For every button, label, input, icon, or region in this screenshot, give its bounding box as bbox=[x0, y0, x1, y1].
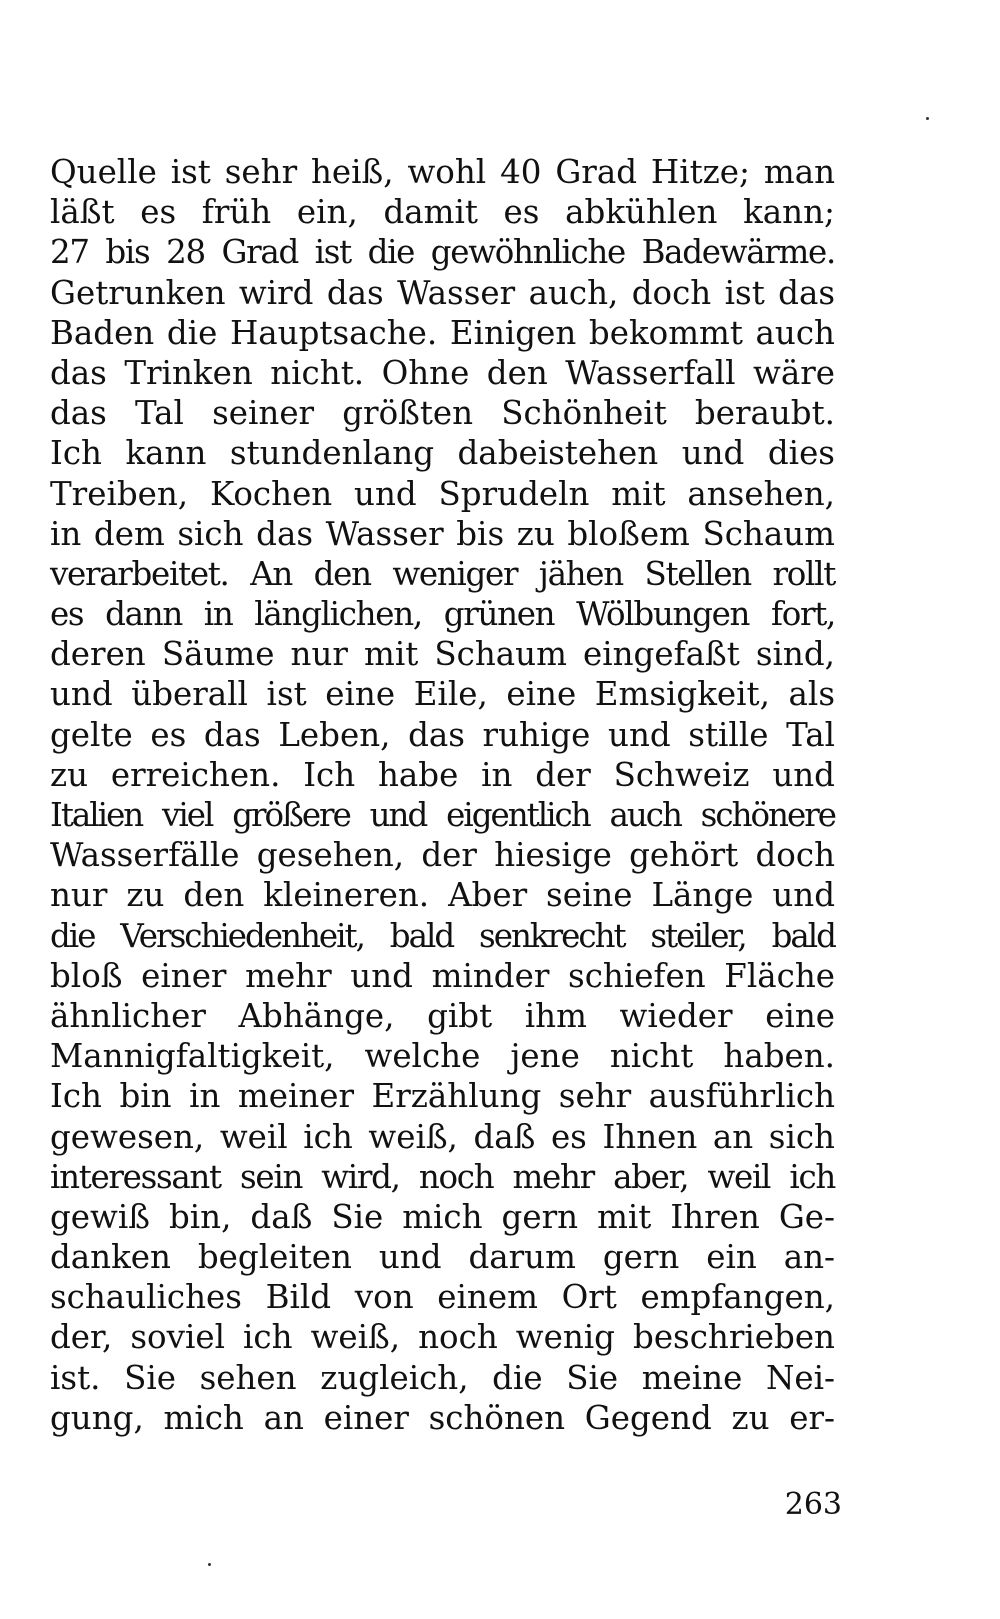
text-line: das Tal seiner größten Schönheit beraubt. bbox=[50, 394, 835, 433]
text-line: und überall ist eine Eile, eine Emsigkeit, als bbox=[50, 675, 835, 714]
text-line: in dem sich das Wasser bis zu bloßem Schaum bbox=[50, 514, 835, 553]
text-line: gewesen, weil ich weiß, daß es Ihnen an sich bbox=[50, 1117, 835, 1156]
text-line: Ich kann stundenlang dabeistehen und dies bbox=[50, 434, 835, 473]
text-line: der, soviel ich weiß, noch wenig beschrieben bbox=[50, 1318, 835, 1357]
text-line: nur zu den kleineren. Aber seine Länge und bbox=[50, 876, 835, 915]
text-line: die Verschiedenheit, bald senkrecht steiler, bald bbox=[50, 916, 835, 955]
text-line: danken begleiten und darum gern ein an- bbox=[50, 1238, 835, 1277]
text-line: Italien viel größere und eigentlich auch schönere bbox=[50, 796, 835, 834]
text-line: zu erreichen. Ich habe in der Schweiz und bbox=[50, 755, 835, 794]
text-line: 27 bis 28 Grad ist die gewöhnliche Badewärme. bbox=[50, 233, 835, 272]
text-line: ist. Sie sehen zugleich, die Sie meine Nei- bbox=[50, 1358, 835, 1397]
text-line: schauliches Bild von einem Ort empfangen, bbox=[50, 1278, 835, 1317]
text-line: gewiß bin, daß Sie mich gern mit Ihren Ge- bbox=[50, 1197, 835, 1236]
text-line: Treiben, Kochen und Sprudeln mit ansehen, bbox=[50, 474, 835, 513]
scan-speck bbox=[208, 1563, 211, 1566]
text-line: Mannigfaltigkeit, welche jene nicht haben. bbox=[50, 1037, 835, 1076]
text-line: bloß einer mehr und minder schiefen Fläche bbox=[50, 956, 835, 995]
text-line: verarbeitet. An den weniger jähen Stellen rollt bbox=[50, 554, 835, 593]
text-line: es dann in länglichen, grünen Wölbungen fort, bbox=[50, 595, 835, 634]
text-line: Ich bin in meiner Erzählung sehr ausführlich bbox=[50, 1077, 835, 1116]
scan-speck bbox=[926, 117, 929, 120]
text-line: Wasserfälle gesehen, der hiesige gehört doch bbox=[50, 836, 835, 875]
text-line: gelte es das Leben, das ruhige und stille Tal bbox=[50, 715, 835, 754]
page-number: 263 bbox=[784, 1487, 842, 1522]
text-line: interessant sein wird, noch mehr aber, weil ich bbox=[50, 1157, 835, 1196]
text-line: ähnlicher Abhänge, gibt ihm wieder eine bbox=[50, 996, 835, 1035]
text-line: läßt es früh ein, damit es abkühlen kann; bbox=[50, 193, 835, 232]
text-line: Getrunken wird das Wasser auch, doch ist das bbox=[50, 273, 835, 312]
text-line: Quelle ist sehr heiß, wohl 40 Grad Hitze; man bbox=[50, 153, 835, 191]
text-line: deren Säume nur mit Schaum eingefaßt sind, bbox=[50, 635, 835, 674]
text-line: das Trinken nicht. Ohne den Wasserfall wäre bbox=[50, 353, 835, 392]
text-line: gung, mich an einer schönen Gegend zu er- bbox=[50, 1398, 835, 1437]
text-line: Baden die Hauptsache. Einigen bekommt auch bbox=[50, 313, 835, 352]
body-text bbox=[50, 152, 835, 1438]
